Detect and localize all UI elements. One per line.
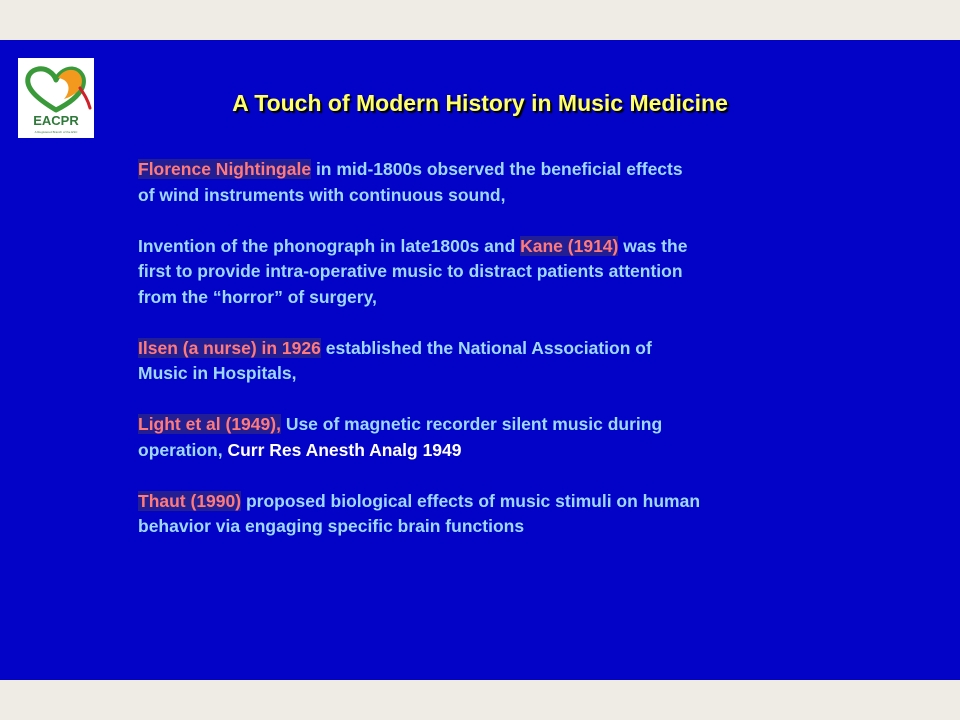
paragraph-line — [138, 157, 838, 183]
slide — [0, 40, 960, 680]
reference-citation: Curr Res Anesth Analg 1949 — [227, 439, 462, 460]
paragraph-line — [138, 234, 838, 260]
slide-title: A Touch of Modern History in Music Medicine — [232, 90, 728, 116]
highlight-name: Ilsen (a nurse) in 1926 — [138, 337, 321, 358]
body-text: established the National Association of — [320, 337, 652, 358]
highlight-name: Light et al (1949), — [138, 414, 281, 434]
body-text: operation, — [138, 439, 228, 460]
body-text: behavior via engaging specific brain functions — [138, 516, 525, 536]
slide-body — [138, 157, 838, 565]
body-text: first to provide intra-operative music to distract patients attention — [138, 261, 683, 281]
body-text: Use of magnetic recorder silent music during — [280, 414, 663, 434]
body-text: in mid-1800s observed the beneficial effects — [311, 159, 683, 179]
paragraph-ilsen — [138, 336, 838, 387]
paragraph-line — [138, 438, 838, 464]
highlight-name: Thaut (1990) — [138, 490, 242, 511]
paragraph-light — [138, 412, 838, 463]
paragraph-nightingale — [138, 157, 838, 208]
body-text: was the — [618, 235, 688, 256]
highlight-name: Florence Nightingale — [138, 159, 312, 179]
paragraph-line — [138, 489, 838, 515]
body-text: from the “horror” of surgery, — [138, 286, 377, 307]
paragraph-line — [138, 336, 838, 362]
logo-tagline: A Registered Branch of the ESC — [34, 130, 78, 134]
paragraph-line — [138, 412, 838, 438]
body-text: Music in Hospitals, — [138, 363, 297, 383]
body-text: Invention of the phonograph in late1800s and — [138, 235, 521, 256]
paragraph-phonograph — [138, 234, 838, 311]
highlight-name: Kane (1914) — [520, 235, 619, 256]
body-text: proposed biological effects of music stimuli on human — [241, 490, 701, 511]
logo-text: EACPR — [33, 113, 79, 128]
body-text: of wind instruments with continuous sound, — [138, 184, 506, 205]
paragraph-thaut — [138, 489, 838, 540]
